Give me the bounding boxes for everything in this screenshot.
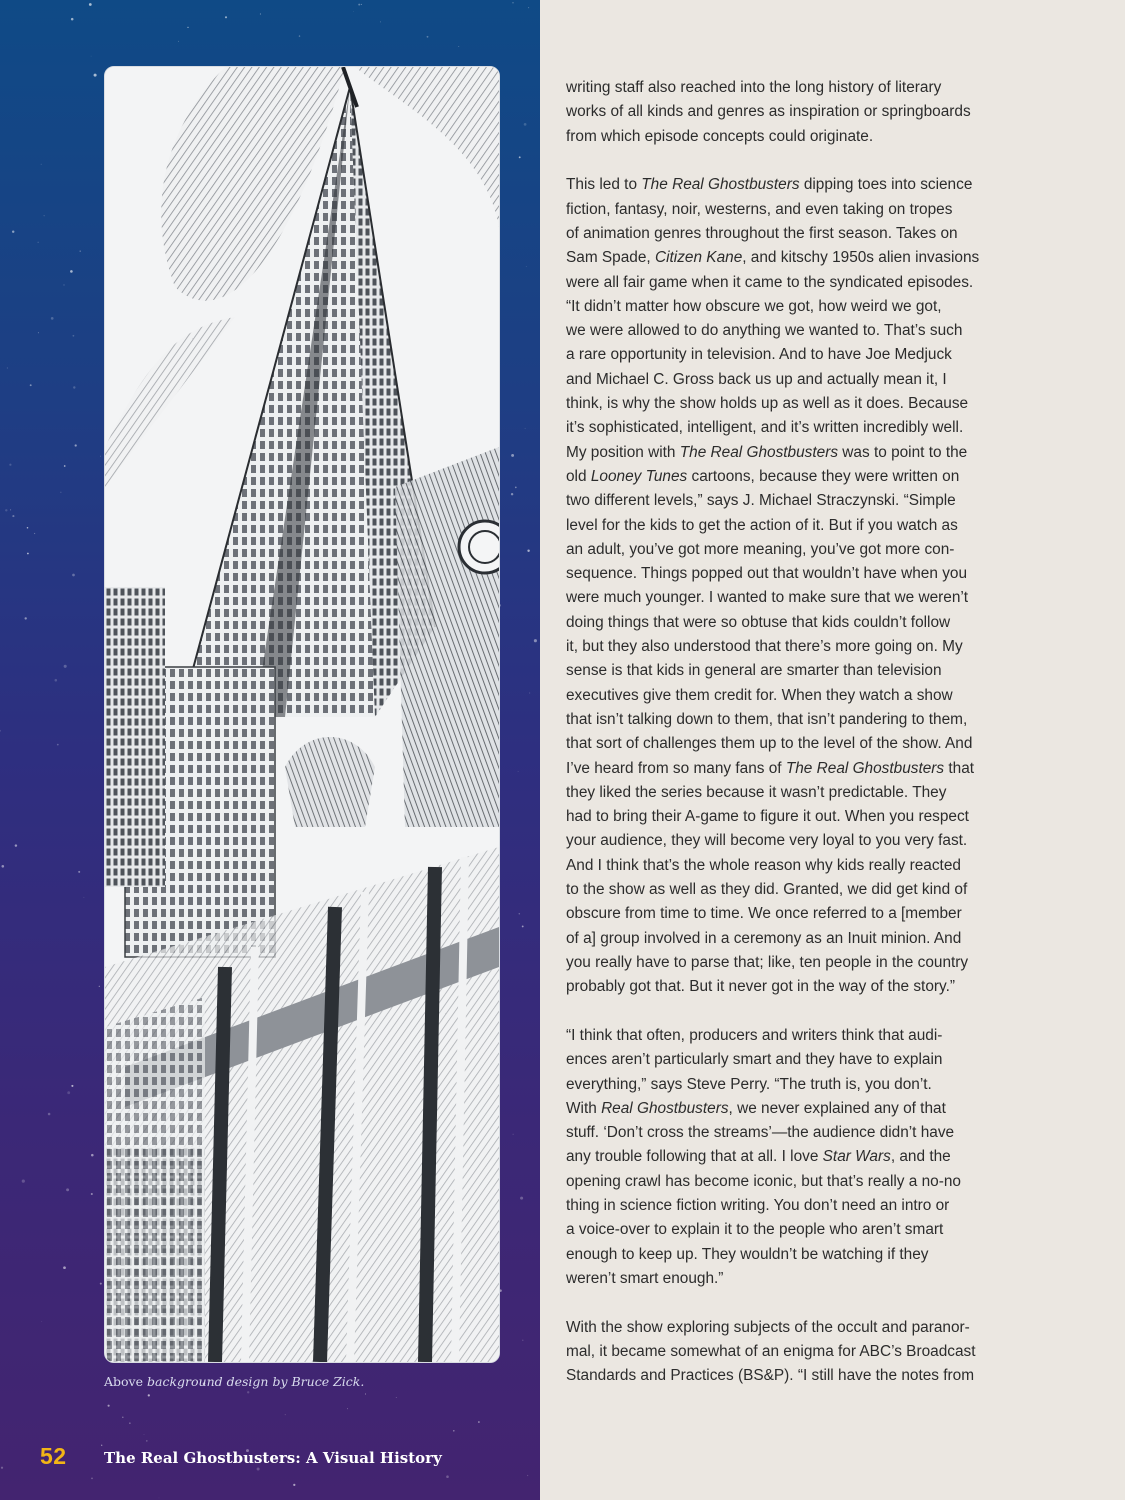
text-run: , and kitschy 1950s alien invasions [742, 249, 980, 267]
text-run: of a] group involved in a ceremony as an Inuit minion. And [566, 929, 962, 947]
text-run: to the show as well as they did. Granted, we did get kind of [566, 881, 968, 898]
star-speck [519, 913, 520, 914]
text-line [566, 732, 1006, 756]
star-speck [60, 492, 61, 493]
star-speck [57, 744, 59, 746]
text-line [566, 975, 1006, 999]
text-run: ences aren’t particularly smart and they have to explain [566, 1051, 943, 1069]
star-speck [260, 13, 261, 14]
star-speck [30, 384, 32, 386]
star-speck [91, 1193, 93, 1195]
text-run: were much younger. I wanted to make sure that we weren’t [566, 589, 969, 607]
text-line [566, 76, 1006, 100]
text-run: , we never explained any of that [728, 1099, 946, 1117]
star-speck [64, 465, 66, 467]
text-line [566, 1340, 1006, 1364]
text-run: any trouble following that at all. I love [566, 1148, 823, 1166]
text-run: were all fair game when it came to the syndicated episodes. [566, 273, 974, 291]
text-run: , and the [890, 1148, 951, 1166]
text-run: And I think that’s the whole reason why kids really reacted [566, 856, 961, 874]
text-line [566, 1097, 1006, 1121]
star-speck [144, 1434, 145, 1435]
text-run: Sam Spade, [566, 249, 655, 267]
illustration-frame [104, 66, 500, 1363]
text-run: This led to [566, 176, 642, 194]
text-line [566, 635, 1006, 659]
text-run: it’s sophisticated, intelligent, and it’s written incredibly well. [566, 419, 964, 437]
star-speck [512, 2, 513, 3]
italic-title: Looney Tunes [590, 467, 688, 485]
text-line [566, 1048, 1006, 1072]
caption-credit: background design by Bruce Zick. [147, 1374, 365, 1389]
star-speck [525, 428, 526, 429]
text-run: “It didn’t matter how obscure we got, how weird we got, [566, 297, 942, 315]
star-speck [478, 1421, 480, 1423]
text-line [566, 368, 1006, 392]
italic-title: The Real Ghostbusters [641, 176, 800, 194]
star-speck [7, 368, 8, 369]
star-speck [100, 456, 101, 457]
star-speck [520, 1197, 523, 1200]
text-run: writing staff also reached into the long history of literary [566, 79, 942, 96]
italic-title: Star Wars [822, 1148, 891, 1166]
text-line [566, 173, 1006, 197]
star-speck [48, 1113, 51, 1116]
text-run: probably got that. But it never got in the way of the story.” [566, 978, 955, 996]
text-run: executives give them credit for. When they watch a show [566, 686, 953, 704]
text-line [566, 659, 1006, 683]
text-line [566, 805, 1006, 829]
star-speck [528, 7, 529, 8]
text-line [566, 829, 1006, 853]
text-run: weren’t smart enough.” [566, 1269, 724, 1287]
text-line [566, 343, 1006, 367]
star-speck [94, 74, 97, 77]
text-line [566, 222, 1006, 246]
text-line [566, 1073, 1006, 1097]
star-speck [518, 771, 519, 772]
star-speck [522, 1340, 523, 1341]
text-run: think, is why the show holds up as well as it does. Because [566, 395, 969, 413]
text-run: two different levels,” says J. Michael Straczynski. “Simple [566, 492, 956, 510]
star-speck [187, 27, 188, 28]
text-run: With [566, 1099, 602, 1117]
star-speck [101, 1445, 102, 1446]
star-speck [361, 4, 362, 5]
text-run: “I think that often, producers and writers think that audi- [566, 1026, 943, 1044]
star-speck [529, 693, 530, 694]
star-speck [41, 164, 42, 165]
star-speck [63, 284, 64, 285]
star-speck [44, 215, 45, 216]
star-speck [1, 1467, 3, 1469]
star-speck [70, 270, 73, 273]
star-speck [527, 550, 529, 552]
page-number: 52 [40, 1443, 67, 1469]
star-speck [34, 533, 35, 534]
star-speck [12, 230, 14, 232]
caption-prefix: Above [104, 1374, 147, 1389]
star-speck [99, 986, 100, 987]
star-speck [148, 1394, 150, 1396]
text-line [566, 1024, 1006, 1048]
text-run: cartoons, because they were written on [687, 467, 960, 485]
star-speck [72, 574, 75, 577]
text-run: they liked the series because it wasn’t predictable. They [566, 783, 947, 801]
star-speck [524, 123, 527, 126]
star-speck [458, 46, 459, 47]
text-line [566, 927, 1006, 951]
star-speck [519, 156, 521, 158]
star-speck [38, 332, 39, 333]
star-speck [146, 1440, 148, 1442]
text-run: Standards and Practices (BS&P). “I still have the notes from [566, 1367, 975, 1385]
star-speck [380, 21, 381, 22]
star-speck [5, 509, 7, 511]
text-line [566, 1364, 1006, 1388]
star-speck [2, 865, 5, 868]
text-run: was to point to the [838, 443, 968, 461]
text-run: sequence. Things popped out that wouldn’t have when you [566, 565, 968, 583]
star-speck [55, 679, 58, 682]
text-run: fiction, fantasy, noir, westerns, and even taking on tropes [566, 200, 953, 218]
star-speck [257, 1468, 260, 1471]
text-run: and Michael C. Gross back us up and actually mean it, I [566, 370, 947, 388]
text-run: thing in science fiction writing. You don’t need an intro or [566, 1197, 950, 1215]
text-line [566, 489, 1006, 513]
text-line [566, 1267, 1006, 1291]
text-run: sense is that kids in general are smarter than television [566, 662, 942, 680]
left-illustration-panel [0, 0, 540, 1500]
star-speck [527, 1475, 528, 1476]
text-run: mal, it became somewhat of an enigma for ABC’s Broadcast [566, 1343, 976, 1361]
text-run: we were allowed to do anything we wanted to. That’s such [566, 322, 963, 340]
text-run: level for the kids to get the action of it. But if you watch as [566, 516, 958, 534]
text-line [566, 586, 1006, 610]
star-speck [358, 4, 360, 6]
star-speck [38, 242, 39, 243]
italic-title: Citizen Kane [654, 249, 743, 267]
text-run: stuff. ‘Don’t cross the streams’—the audience didn’t have [566, 1124, 955, 1142]
text-line [566, 1194, 1006, 1218]
star-speck [427, 36, 429, 38]
text-run: opening crawl has become iconic, but that’s really a no-no [566, 1172, 961, 1190]
text-line [566, 392, 1006, 416]
text-line [566, 757, 1006, 781]
star-speck [64, 665, 67, 668]
star-speck [515, 487, 517, 489]
star-speck [178, 41, 179, 42]
star-speck [10, 509, 11, 510]
star-speck [365, 1393, 366, 1394]
star-speck [0, 730, 1, 732]
star-speck [51, 317, 54, 320]
star-speck [513, 1134, 514, 1135]
text-line [566, 1316, 1006, 1340]
text-line [566, 854, 1006, 878]
article-paragraph [566, 173, 1006, 999]
right-text-panel [540, 0, 1125, 1500]
text-run: everything,” says Steve Perry. “The truth is, you don’t. [566, 1075, 932, 1093]
text-line [566, 465, 1006, 489]
star-speck [511, 493, 513, 495]
star-speck [27, 527, 29, 529]
star-speck [396, 1397, 397, 1398]
text-line [566, 271, 1006, 295]
text-line [566, 538, 1006, 562]
star-speck [247, 1391, 249, 1393]
text-run: that isn’t talking down to them, that isn’t pandering to them, [566, 710, 968, 728]
star-speck [71, 18, 74, 21]
star-speck [353, 11, 354, 12]
star-speck [91, 56, 92, 57]
text-line [566, 708, 1006, 732]
running-head: The Real Ghostbusters: A Visual History [104, 1449, 442, 1467]
star-speck [73, 386, 75, 388]
text-line [566, 1218, 1006, 1242]
text-run: had to bring their A-game to figure it out. When you respect [566, 808, 969, 826]
text-line [566, 684, 1006, 708]
star-speck [225, 16, 227, 18]
text-line [566, 125, 1006, 149]
star-speck [122, 1417, 124, 1419]
star-speck [347, 1408, 348, 1409]
star-speck [159, 1498, 160, 1499]
article-paragraph [566, 76, 1006, 149]
star-speck [526, 266, 527, 267]
star-speck [108, 1405, 110, 1407]
star-speck [446, 1475, 449, 1478]
star-speck [100, 1283, 102, 1285]
star-speck [73, 335, 75, 337]
text-run: works of all kinds and genres as inspiration or springboards [566, 103, 971, 121]
star-speck [129, 1422, 130, 1423]
star-speck [285, 1414, 286, 1415]
italic-title: The Real Ghostbusters [785, 759, 945, 777]
article-paragraph [566, 1316, 1006, 1389]
text-run: of animation genres throughout the first season. Takes on [566, 224, 958, 242]
text-line [566, 878, 1006, 902]
star-speck [27, 553, 29, 555]
star-speck [71, 1085, 73, 1087]
star-speck [453, 1430, 455, 1432]
text-line [566, 951, 1006, 975]
text-run: a rare opportunity in television. And to have Joe Medjuck [566, 346, 952, 364]
text-line [566, 611, 1006, 635]
text-run: your audience, they will become very loyal to you very fast. [566, 832, 968, 850]
star-speck [293, 1484, 295, 1486]
star-speck [83, 897, 84, 898]
text-line [566, 198, 1006, 222]
text-run: it, but they also understood that there’s more going on. My [566, 638, 963, 656]
text-run: a voice-over to explain it to the people who aren’t smart [566, 1221, 944, 1239]
text-line [566, 1243, 1006, 1267]
italic-title: Real Ghostbusters [601, 1099, 729, 1117]
star-speck [78, 871, 80, 873]
star-speck [41, 1321, 42, 1322]
star-speck [80, 250, 81, 251]
text-line [566, 441, 1006, 465]
star-speck [9, 464, 11, 466]
star-speck [63, 1266, 66, 1269]
article-paragraph [566, 1024, 1006, 1291]
text-run: enough to keep up. They wouldn’t be watching if they [566, 1245, 929, 1263]
star-speck [534, 639, 537, 642]
text-line [566, 246, 1006, 270]
star-speck [511, 454, 514, 457]
text-line [566, 562, 1006, 586]
star-speck [15, 844, 17, 846]
text-run: that sort of challenges them up to the level of the show. And [566, 735, 973, 753]
text-line [566, 1121, 1006, 1145]
text-line [566, 100, 1006, 124]
star-speck [25, 617, 27, 619]
text-line [566, 902, 1006, 926]
star-speck [91, 1478, 93, 1480]
star-speck [66, 1188, 69, 1191]
illustration-caption [104, 1374, 524, 1389]
article-body [566, 76, 1006, 1413]
text-run: My position with [566, 443, 680, 461]
star-speck [12, 515, 14, 517]
star-speck [89, 3, 92, 6]
star-speck [22, 1180, 25, 1183]
text-run: dipping toes into science [799, 176, 973, 194]
text-run: I’ve heard from so many fans of [566, 759, 786, 777]
text-run: you really have to parse that; like, ten people in the country [566, 953, 969, 971]
text-run: from which episode concepts could originate. [566, 127, 874, 145]
text-run: old [566, 467, 591, 485]
italic-title: The Real Ghostbusters [679, 443, 839, 461]
star-speck [522, 925, 524, 927]
star-speck [91, 1154, 94, 1157]
star-speck [299, 35, 300, 36]
text-run: doing things that were so obtuse that kids couldn’t follow [566, 613, 951, 631]
text-run: With the show exploring subjects of the occult and paranor- [566, 1318, 970, 1336]
star-speck [67, 1091, 70, 1094]
pencil-sketch-skyscraper-illustration [105, 67, 499, 1362]
text-line [566, 319, 1006, 343]
text-run: that [944, 759, 975, 777]
star-speck [75, 444, 77, 446]
text-line [566, 295, 1006, 319]
text-line [566, 1170, 1006, 1194]
text-run: an adult, you’ve got more meaning, you’ve got more con- [566, 540, 955, 558]
text-line [566, 416, 1006, 440]
text-run: obscure from time to time. We once referred to a [member [566, 905, 962, 923]
text-line [566, 781, 1006, 805]
text-line [566, 1145, 1006, 1169]
text-line [566, 514, 1006, 538]
